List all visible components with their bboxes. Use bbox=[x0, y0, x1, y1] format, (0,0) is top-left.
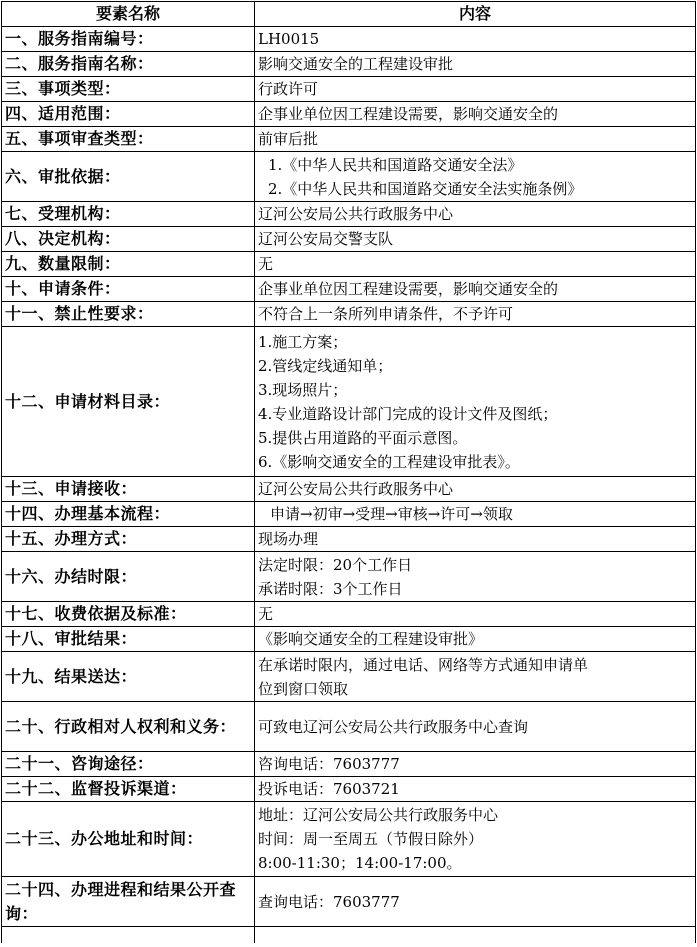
label-progress-inquiry: 二十四、办理进程和结果公开查询： bbox=[2, 877, 255, 927]
value-application-receipt: 辽河公安局公共行政服务中心 bbox=[255, 477, 696, 502]
value-fee-basis: 无 bbox=[255, 602, 696, 627]
material-line-3: 3.现场照片； bbox=[258, 380, 348, 399]
row-quantity-limit bbox=[2, 252, 696, 277]
row-consultation bbox=[2, 752, 696, 777]
office-address-line: 地址：辽河公安局公共行政服务中心 bbox=[258, 806, 499, 824]
row-time-limit bbox=[2, 552, 696, 602]
header-row bbox=[2, 2, 696, 27]
row-scope bbox=[2, 102, 696, 127]
office-days-line: 时间：周一至周五（节假日除外） bbox=[258, 830, 484, 848]
label-approval-basis: 六、审批依据： bbox=[2, 152, 255, 202]
service-guide-table bbox=[1, 1, 696, 943]
row-fee-basis bbox=[2, 602, 696, 627]
row-result-delivery bbox=[2, 652, 696, 702]
value-office-address-hours bbox=[255, 802, 696, 877]
value-handling-method: 现场办理 bbox=[255, 527, 696, 552]
material-line-5: 5.提供占用道路的平面示意图。 bbox=[258, 428, 468, 447]
row-handling-method bbox=[2, 527, 696, 552]
material-line-6: 6.《影响交通安全的工程建设审批表》。 bbox=[258, 452, 520, 471]
row-application-receipt bbox=[2, 477, 696, 502]
label-quantity-limit: 九、数量限制： bbox=[2, 252, 255, 277]
label-complaint-channel: 二十二、监督投诉渠道： bbox=[2, 777, 255, 802]
value-application-materials bbox=[255, 327, 696, 477]
label-consultation: 二十一、咨询途径： bbox=[2, 752, 255, 777]
label-result-delivery: 十九、结果送达： bbox=[2, 652, 255, 702]
material-line-1: 1.施工方案； bbox=[258, 332, 348, 351]
row-item-type bbox=[2, 77, 696, 102]
value-quantity-limit: 无 bbox=[255, 252, 696, 277]
label-service-guide-number: 一、服务指南编号： bbox=[2, 27, 255, 52]
value-scope: 企事业单位因工程建设需要，影响交通安全的 bbox=[255, 102, 696, 127]
value-basic-process: 申请→初审→受理→审核→许可→领取 bbox=[270, 505, 513, 523]
label-scope: 四、适用范围： bbox=[2, 102, 255, 127]
trailing-empty-row bbox=[2, 927, 696, 944]
row-prohibitions bbox=[2, 302, 696, 327]
label-fee-basis: 十七、收费依据及标准： bbox=[2, 602, 255, 627]
trailing-empty-cell-2 bbox=[255, 927, 696, 944]
value-progress-inquiry: 查询电话：7603777 bbox=[255, 877, 696, 927]
label-time-limit: 十六、办结时限： bbox=[2, 552, 255, 602]
value-approval-basis bbox=[255, 152, 696, 202]
value-complaint-channel: 投诉电话：7603721 bbox=[255, 777, 696, 802]
row-approval-result bbox=[2, 627, 696, 652]
office-hours-line: 8:00-11:30；14:00-17:00。 bbox=[258, 854, 462, 872]
label-application-materials: 十二、申请材料目录： bbox=[2, 327, 255, 477]
value-review-type: 前审后批 bbox=[255, 127, 696, 152]
label-review-type: 五、事项审查类型： bbox=[2, 127, 255, 152]
material-line-4: 4.专业道路设计部门完成的设计文件及图纸； bbox=[258, 404, 558, 423]
label-basic-process: 十四、办理基本流程： bbox=[2, 502, 255, 527]
value-prohibitions: 不符合上一条所列申请条件，不予许可 bbox=[255, 302, 696, 327]
row-service-guide-name bbox=[2, 52, 696, 77]
row-deciding-agency bbox=[2, 227, 696, 252]
material-line-2: 2.管线定线通知单； bbox=[258, 356, 393, 375]
service-guide-sheet bbox=[1, 1, 695, 943]
label-office-address-hours: 二十三、办公地址和时间： bbox=[2, 802, 255, 877]
value-accepting-agency: 辽河公安局公共行政服务中心 bbox=[255, 202, 696, 227]
row-application-materials bbox=[2, 327, 696, 477]
label-application-receipt: 十三、申请接收： bbox=[2, 477, 255, 502]
row-application-conditions bbox=[2, 277, 696, 302]
row-service-guide-number bbox=[2, 27, 696, 52]
value-consultation: 咨询电话：7603777 bbox=[255, 752, 696, 777]
value-application-conditions: 企事业单位因工程建设需要，影响交通安全的 bbox=[255, 277, 696, 302]
row-approval-basis bbox=[2, 152, 696, 202]
value-service-guide-name: 影响交通安全的工程建设审批 bbox=[255, 52, 696, 77]
approval-basis-line-2: 2.《中华人民共和国道路交通安全法实施条例》 bbox=[268, 179, 583, 198]
label-handling-method: 十五、办理方式： bbox=[2, 527, 255, 552]
value-service-guide-number: LH0015 bbox=[255, 27, 696, 52]
label-deciding-agency: 八、决定机构： bbox=[2, 227, 255, 252]
value-item-type: 行政许可 bbox=[255, 77, 696, 102]
value-result-delivery bbox=[255, 652, 696, 702]
row-accepting-agency bbox=[2, 202, 696, 227]
header-col-content: 内容 bbox=[255, 2, 696, 27]
label-rights-obligations: 二十、行政相对人权利和义务： bbox=[2, 702, 255, 752]
approval-basis-line-1: 1.《中华人民共和国道路交通安全法》 bbox=[268, 155, 523, 174]
value-deciding-agency: 辽河公安局交警支队 bbox=[255, 227, 696, 252]
row-progress-inquiry bbox=[2, 877, 696, 927]
label-service-guide-name: 二、服务指南名称： bbox=[2, 52, 255, 77]
value-basic-process-cell bbox=[255, 502, 696, 527]
result-delivery-line-1: 在承诺时限内，通过电话、网络等方式通知申请单 bbox=[258, 655, 589, 674]
row-basic-process bbox=[2, 502, 696, 527]
row-office-address-hours bbox=[2, 802, 696, 877]
label-accepting-agency: 七、受理机构： bbox=[2, 202, 255, 227]
time-limit-committed: 承诺时限：3个工作日 bbox=[258, 579, 403, 598]
label-item-type: 三、事项类型： bbox=[2, 77, 255, 102]
trailing-empty-cell-1 bbox=[2, 927, 255, 944]
time-limit-statutory: 法定时限：20个工作日 bbox=[258, 555, 413, 574]
label-approval-result: 十八、审批结果： bbox=[2, 627, 255, 652]
value-rights-obligations: 可致电辽河公安局公共行政服务中心查询 bbox=[255, 702, 696, 752]
value-approval-result: 《影响交通安全的工程建设审批》 bbox=[255, 627, 696, 652]
row-rights-obligations bbox=[2, 702, 696, 752]
label-application-conditions: 十、申请条件： bbox=[2, 277, 255, 302]
result-delivery-line-2: 位到窗口领取 bbox=[258, 679, 349, 698]
label-prohibitions: 十一、禁止性要求： bbox=[2, 302, 255, 327]
header-col-element-name: 要素名称 bbox=[2, 2, 255, 27]
row-complaint-channel bbox=[2, 777, 696, 802]
row-review-type bbox=[2, 127, 696, 152]
value-time-limit bbox=[255, 552, 696, 602]
